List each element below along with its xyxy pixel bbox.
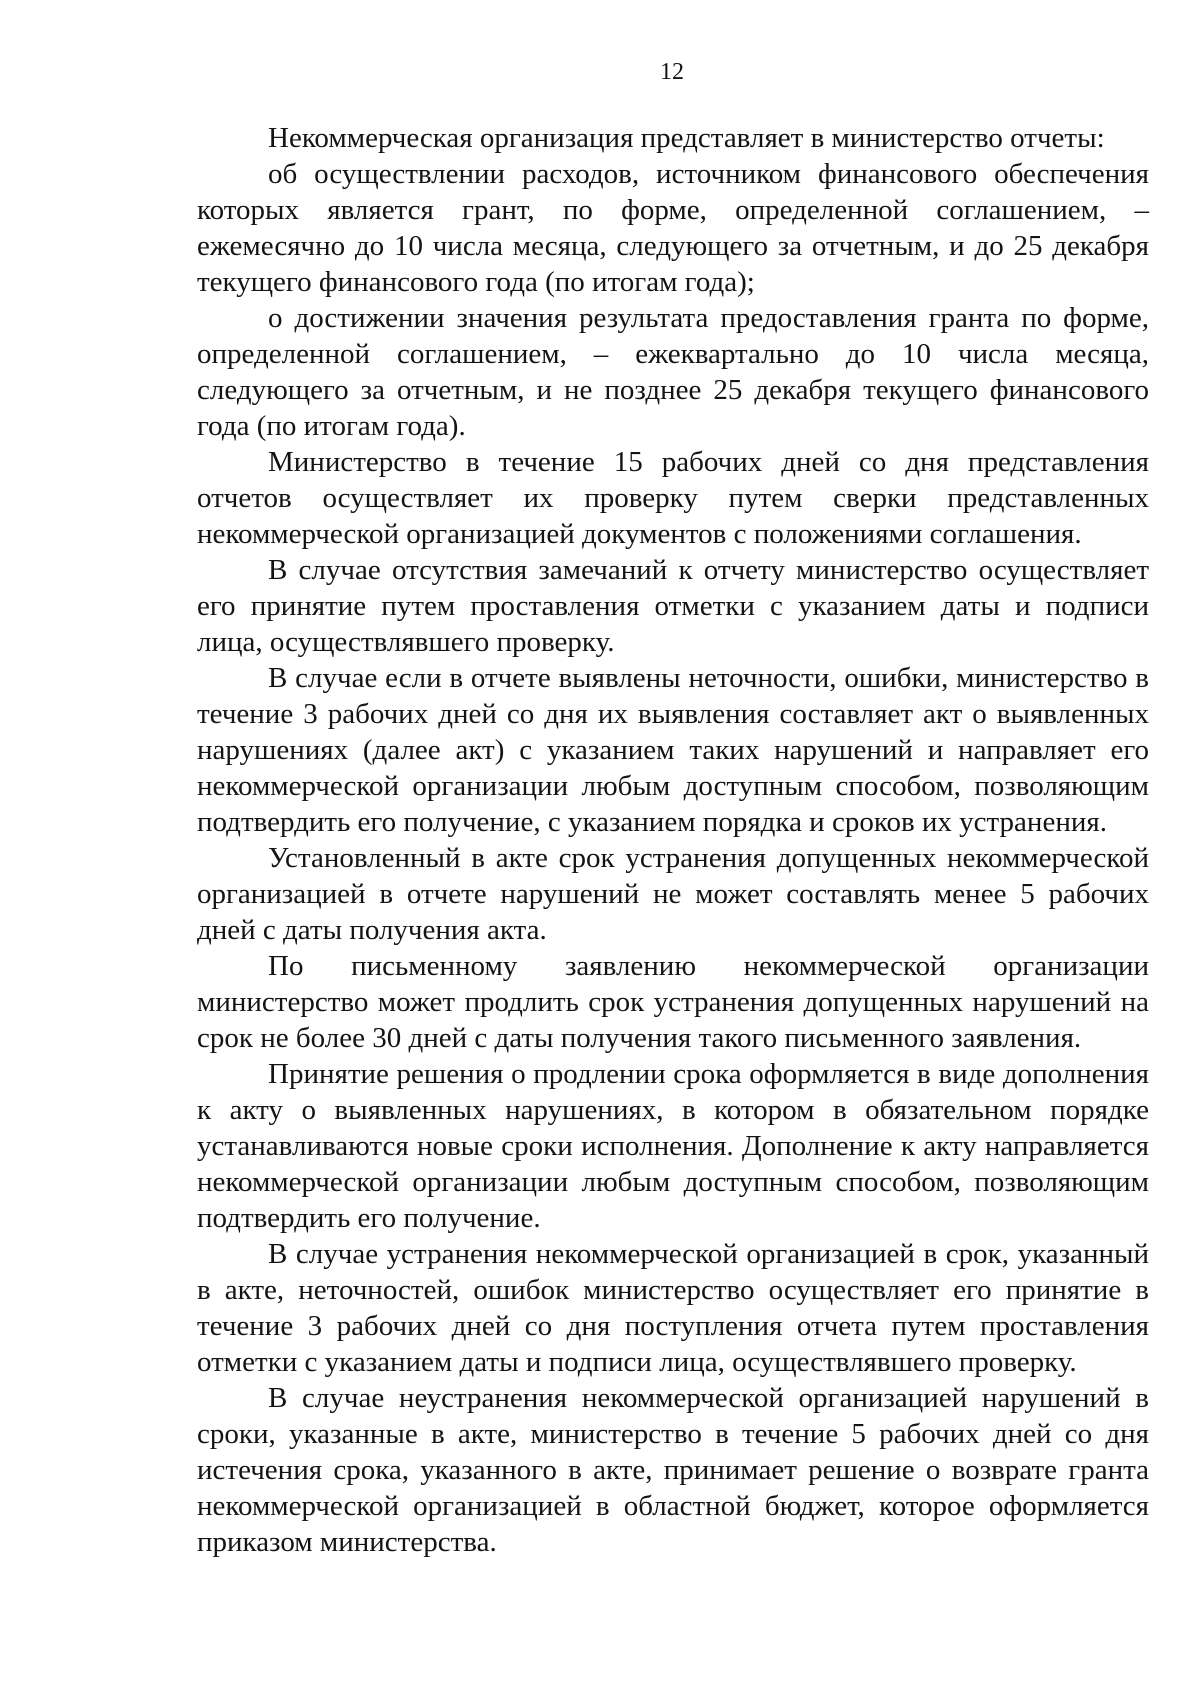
paragraph-no-remarks: В случае отсутствия замечаний к отчету министерство осуществляет его принятие путем проставления отметки с указанием даты и подписи лица, осуществлявшего проверку. bbox=[197, 554, 1149, 658]
paragraph-result-report: о достижении значения результата предоставления гранта по форме, определенной соглашением, – ежеквартально до 10 числа месяца, следующего за отчетным, и не позднее 25 декабря текущего финансового года (по итогам года). bbox=[197, 302, 1149, 442]
paragraph-ministry-check: Министерство в течение 15 рабочих дней со дня представления отчетов осуществляет их проверку путем сверки представленных некоммерческой организацией документов с положениями соглашения. bbox=[197, 446, 1149, 550]
paragraph-grant-return: В случае неустранения некоммерческой организацией нарушений в сроки, указанные в акте, министерство в течение 5 рабочих дней со дня истечения срока, указанного в акте, принимает решение о возврате гранта некоммерческой организацией в областной бюджет, которое оформляется приказом министерства. bbox=[197, 1382, 1149, 1558]
document-body bbox=[197, 120, 1149, 1560]
paragraph-violations-act: В случае если в отчете выявлены неточности, ошибки, министерство в течение 3 рабочих дней со дня их выявления составляет акт о выявленных нарушениях (далее акт) с указанием таких нарушений и направляет его некоммерческой организации любым доступным способом, позволяющим подтвердить его получение, с указанием порядка и сроков их устранения. bbox=[197, 662, 1149, 838]
page-number: 12 bbox=[660, 59, 684, 85]
paragraph-act-deadline: Установленный в акте срок устранения допущенных некоммерческой организацией в отчете нарушений не может составлять менее 5 рабочих дней с даты получения акта. bbox=[197, 842, 1149, 946]
paragraph-reports-intro: Некоммерческая организация представляет в министерство отчеты: bbox=[268, 122, 1105, 154]
paragraph-expense-report: об осуществлении расходов, источником финансового обеспечения которых является грант, по форме, определенной соглашением, – ежемесячно до 10 числа месяца, следующего за отчетным, и до 25 декабря текущего финансового года (по итогам года); bbox=[197, 158, 1149, 298]
paragraph-extension-decision: Принятие решения о продлении срока оформляется в виде дополнения к акту о выявленных нарушениях, в котором в обязательном порядке устанавливаются новые сроки исполнения. Дополнение к акту направляется некоммерческой организации любым доступным способом, позволяющим подтвердить его получение. bbox=[197, 1058, 1149, 1234]
paragraph-corrected-acceptance: В случае устранения некоммерческой организацией в срок, указанный в акте, неточностей, ошибок министерство осуществляет его принятие в течение 3 рабочих дней со дня поступления отчета путем проставления отметки с указанием даты и подписи лица, осуществлявшего проверку. bbox=[197, 1238, 1149, 1378]
paragraph-extension-request: По письменному заявлению некоммерческой организации министерство может продлить срок устранения допущенных нарушений на срок не более 30 дней с даты получения такого письменного заявления. bbox=[197, 950, 1149, 1054]
